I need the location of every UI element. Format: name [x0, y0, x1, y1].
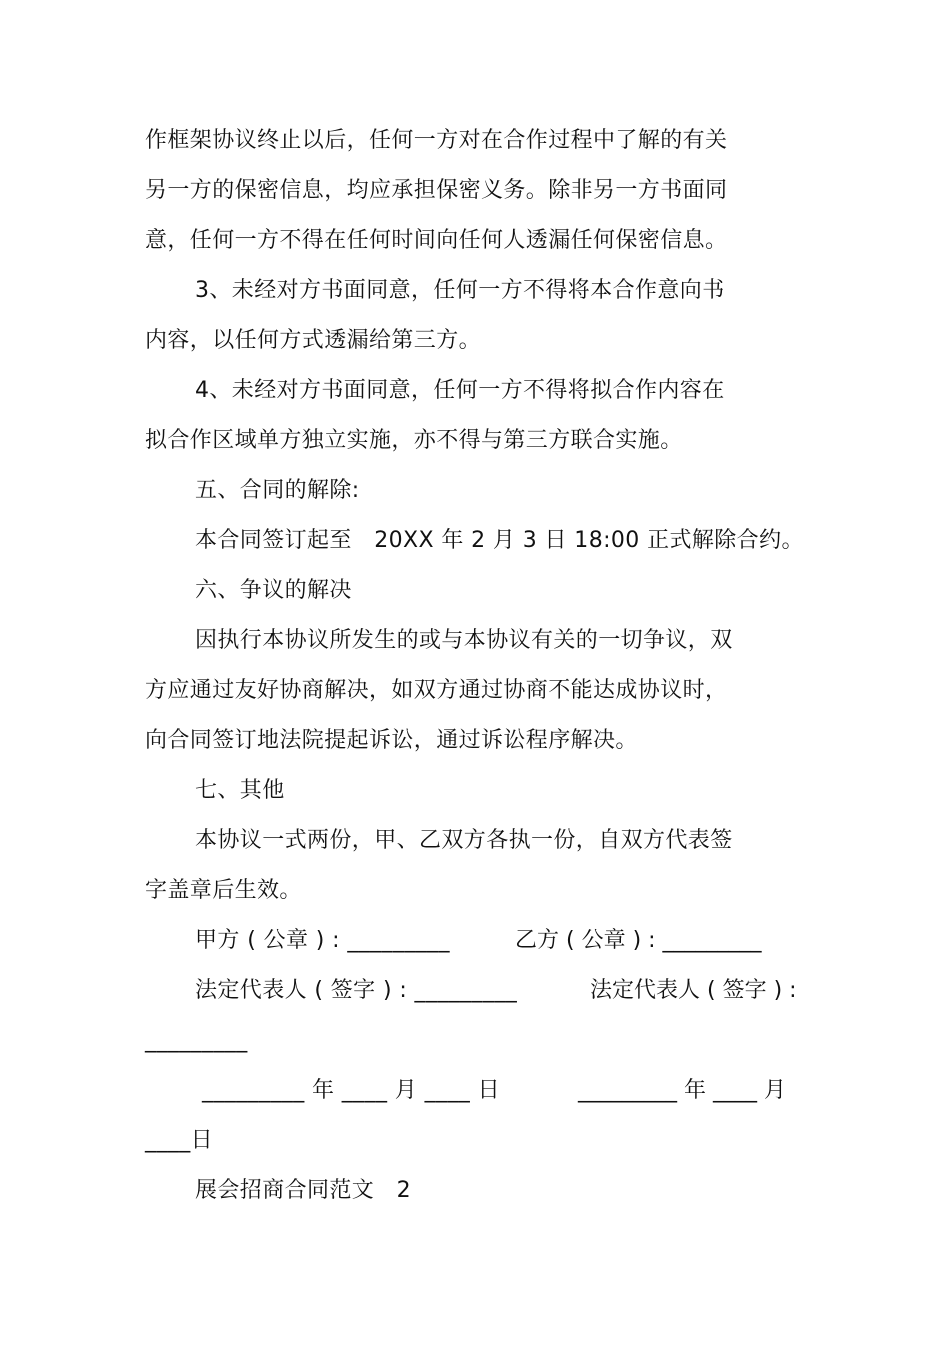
section-heading-other: 七、其他 — [195, 778, 285, 803]
clause-3: 3、未经对方书面同意，任何一方不得将本合作意向书 — [195, 278, 725, 303]
party-b-date-day: ____日 — [145, 1128, 214, 1153]
paragraph-line: 内容，以任何方式透漏给第三方。 — [145, 328, 482, 353]
party-a-seal: 甲方 ( 公章 ) : _________ — [195, 928, 450, 953]
paragraph-line: 因执行本协议所发生的或与本协议有关的一切争议，双 — [195, 628, 733, 653]
termination-text: 本合同签订起至 20XX 年 2 月 3 日 18:00 正式解除合约。 — [195, 528, 804, 553]
paragraph-line: 方应通过友好协商解决，如双方通过协商不能达成协议时， — [145, 678, 728, 703]
paragraph-line: 作框架协议终止以后，任何一方对在合作过程中了解的有关 — [145, 128, 728, 153]
party-b-representative-blank: _________ — [145, 1028, 248, 1053]
party-a-representative: 法定代表人 ( 签字 ) : _________ — [195, 978, 518, 1003]
party-b-date: _________ 年 ____ 月 — [578, 1078, 786, 1103]
clause-4: 4、未经对方书面同意，任何一方不得将拟合作内容在 — [195, 378, 725, 403]
next-document-title: 展会招商合同范文 2 — [195, 1178, 411, 1203]
party-a-date: _________ 年 ____ 月 ____ 日 — [202, 1078, 500, 1103]
paragraph-line: 字盖章后生效。 — [145, 878, 302, 903]
section-heading-termination: 五、合同的解除: — [195, 478, 360, 503]
paragraph-line: 向合同签订地法院提起诉讼，通过诉讼程序解决。 — [145, 728, 638, 753]
paragraph-line: 另一方的保密信息，均应承担保密义务。除非另一方书面同 — [145, 178, 728, 203]
paragraph-line: 本协议一式两份，甲、乙双方各执一份，自双方代表签 — [195, 828, 733, 853]
paragraph-line: 拟合作区域单方独立实施，亦不得与第三方联合实施。 — [145, 428, 683, 453]
section-heading-dispute: 六、争议的解决 — [195, 578, 352, 603]
party-b-seal: 乙方 ( 公章 ) : _________ — [515, 928, 762, 953]
paragraph-line: 意，任何一方不得在任何时间向任何人透漏任何保密信息。 — [145, 228, 728, 253]
party-b-representative: 法定代表人 ( 签字 ) : — [590, 978, 797, 1003]
